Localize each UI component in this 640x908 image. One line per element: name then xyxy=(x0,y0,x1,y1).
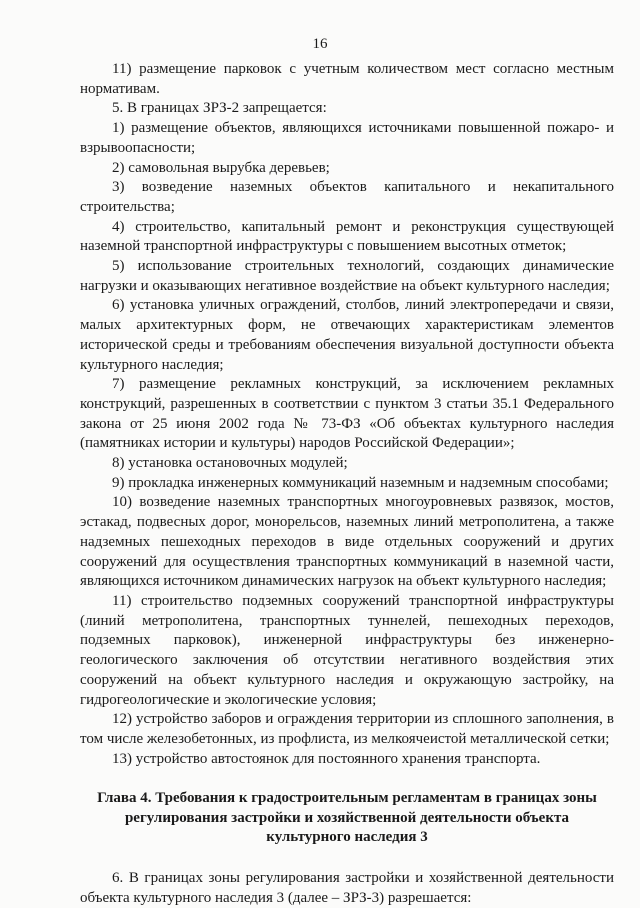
paragraph-item-10: 10) возведение наземных транспортных многоуровневых развязок, мостов, эстакад, подвесных дорог, монорельсов, наземных линий метрополитена, а также надземных пешеходных переходов в виде отдельных сооружений и других сооружений для осуществления транспортных коммуникаций в наземной части, являющихся источником динамических нагрузок на объект культурного наследия; xyxy=(80,494,614,590)
paragraph-item-6: 6) установка уличных ограждений, столбов, линий электропередачи и связи, малых архитектурных форм, не отвечающих характеристикам элементов исторической среды и требованиям обеспечения визуальной доступности объекта культурного наследия; xyxy=(80,297,614,373)
clause-6-paragraph: 6. В границах зоны регулирования застройки и хозяйственной деятельности объекта культурного наследия 3 (далее – ЗРЗ-3) разрешается: xyxy=(80,869,614,906)
paragraph-item-5: 5) использование строительных технологий, создающих динамические нагрузки и оказывающих негативное воздействие на объект культурного наследия; xyxy=(80,258,614,294)
paragraph-item-2: 2) самовольная вырубка деревьев; xyxy=(112,159,330,176)
paragraph-item-1: 1) размещение объектов, являющихся источниками повышенной пожаро- и взрывоопасности; xyxy=(80,120,614,156)
paragraph-item-8: 8) установка остановочных модулей; xyxy=(112,455,348,472)
clause-5-heading: 5. В границах ЗРЗ-2 запрещается: xyxy=(112,100,327,117)
paragraph-item-3: 3) возведение наземных объектов капитального и некапитального строительства; xyxy=(80,179,614,215)
paragraph-item-11-parking: 11) размещение парковок с учетным количеством мест согласно местным нормативам. xyxy=(80,61,614,97)
section-spacer xyxy=(80,848,614,869)
paragraph-item-11: 11) строительство подземных сооружений транспортной инфраструктуры (линий метрополитена, транспортных туннелей, пешеходных переходов, подземных парковок), инженерной инфраструктуры без инженерно-геологического заключения об отсутствии негативного воздействия этих сооружений на объект культурного наследия и окружающую застройку, на гидрогеологические и экологические условия; xyxy=(80,592,614,708)
document-body xyxy=(80,60,614,908)
paragraph-item-13: 13) устройство автостоянок для постоянного хранения транспорта. xyxy=(112,750,541,767)
paragraph-item-9: 9) прокладка инженерных коммуникаций наземным и надземным способами; xyxy=(112,474,609,491)
paragraph-item-4: 4) строительство, капитальный ремонт и реконструкция существующей наземной транспортной инфраструктуры с повышением высотных отметок; xyxy=(80,218,614,255)
section-spacer xyxy=(80,769,614,789)
chapter-heading: Глава 4. Требования к градостроительным регламентам в границах зоны регулирования застройки и хозяйственной деятельности объекта культурного наследия 3 xyxy=(97,790,597,846)
paragraph-item-12: 12) устройство заборов и ограждения территории из сплошного заполнения, в том числе железобетонных, из профлиста, из мелкоячеистой металлической сетки; xyxy=(80,711,614,747)
page-number: 16 xyxy=(312,36,328,52)
paragraph-item-7: 7) размещение рекламных конструкций, за исключением рекламных конструкций, разрешенных в соответствии с пунктом 3 статьи 35.1 Федерального закона от 25 июня 2002 года № 73-ФЗ «Об объектах культурного наследия (памятниках истории и культуры) народов Российской Федерации»; xyxy=(80,376,614,452)
